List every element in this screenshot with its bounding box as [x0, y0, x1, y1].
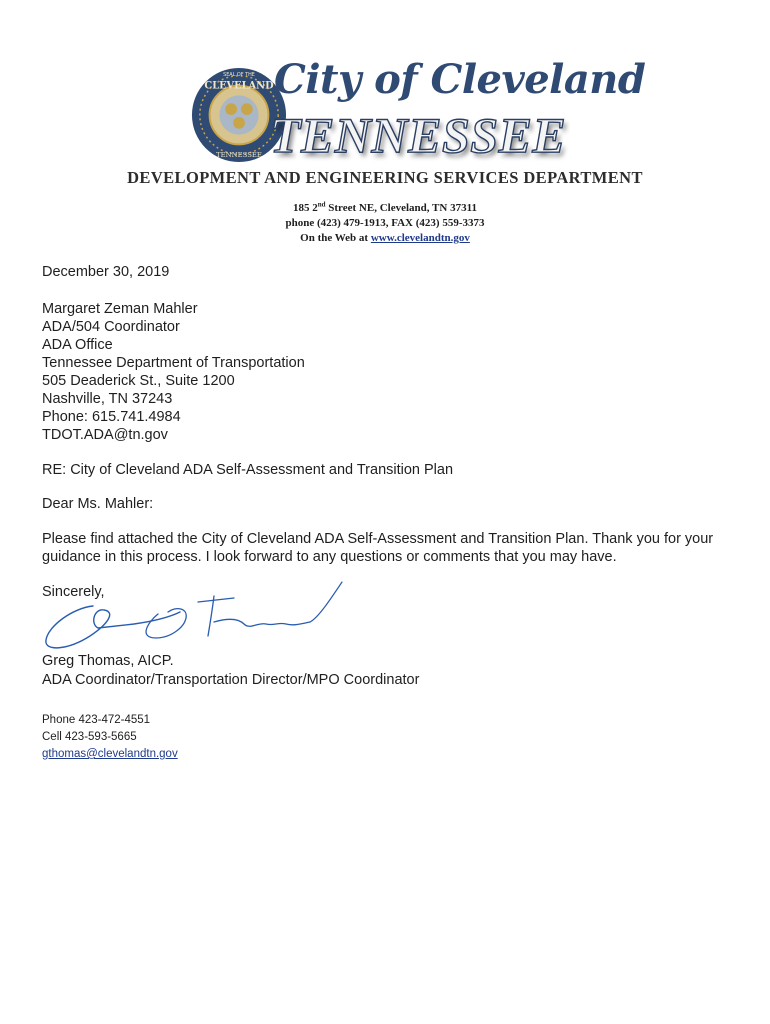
logo-state-text: TENNESSEE — [270, 107, 567, 163]
recipient-organization: Tennessee Department of Transportation — [42, 355, 305, 371]
street-ordinal: nd — [317, 200, 326, 209]
street-rest: Street NE, Cleveland, TN 37311 — [325, 202, 477, 214]
recipient-city: Nashville, TN 37243 — [42, 391, 173, 407]
letterhead-address — [0, 201, 770, 246]
body-paragraph: Please find attached the City of Cleveland ADA Self-Assessment and Transition Plan. Thank you for your guidance in this process. I look forward to any questions or comments that you may have. — [42, 531, 714, 565]
contact-phone: Phone 423-472-4551 — [42, 714, 151, 726]
street-address — [0, 201, 770, 216]
web-line — [0, 231, 770, 246]
phone-fax-line: phone (423) 479-1913, FAX (423) 559-3373 — [285, 217, 485, 229]
recipient-block — [42, 300, 305, 444]
letter-date: December 30, 2019 — [42, 264, 170, 280]
department-title: DEVELOPMENT AND ENGINEERING SERVICES DEPARTMENT — [127, 168, 643, 187]
seal-city-text: CLEVELAND — [204, 80, 274, 92]
signer-name: Greg Thomas, AICP. — [42, 653, 174, 669]
seal-bottom-text: TENNESSEE — [216, 151, 262, 160]
logo-script-text: City of Cleveland — [274, 56, 646, 103]
seal-top-text: SEAL OF THE — [223, 71, 255, 78]
contact-block — [42, 712, 178, 763]
recipient-name: Margaret Zeman Mahler — [42, 301, 198, 317]
recipient-email: TDOT.ADA@tn.gov — [42, 427, 168, 443]
website-link[interactable]: www.clevelandtn.gov — [370, 232, 470, 244]
recipient-office: ADA Office — [42, 337, 113, 353]
recipient-title: ADA/504 Coordinator — [42, 319, 180, 335]
signer-title: ADA Coordinator/Transportation Director/MPO Coordinator — [42, 672, 420, 688]
contact-cell: Cell 423-593-5665 — [42, 731, 137, 743]
salutation: Dear Ms. Mahler: — [42, 496, 154, 512]
recipient-street: 505 Deaderick St., Suite 1200 — [42, 373, 235, 389]
recipient-phone: Phone: 615.741.4984 — [42, 409, 181, 425]
letterhead-logo — [190, 56, 646, 164]
web-prefix: On the Web at — [300, 232, 371, 244]
contact-email-link[interactable]: gthomas@clevelandtn.gov — [42, 748, 178, 760]
subject-line: RE: City of Cleveland ADA Self-Assessment and Transition Plan — [42, 462, 454, 478]
closing: Sincerely, — [42, 584, 105, 600]
signer-block — [42, 652, 419, 690]
street-number: 185 2 — [292, 202, 318, 214]
